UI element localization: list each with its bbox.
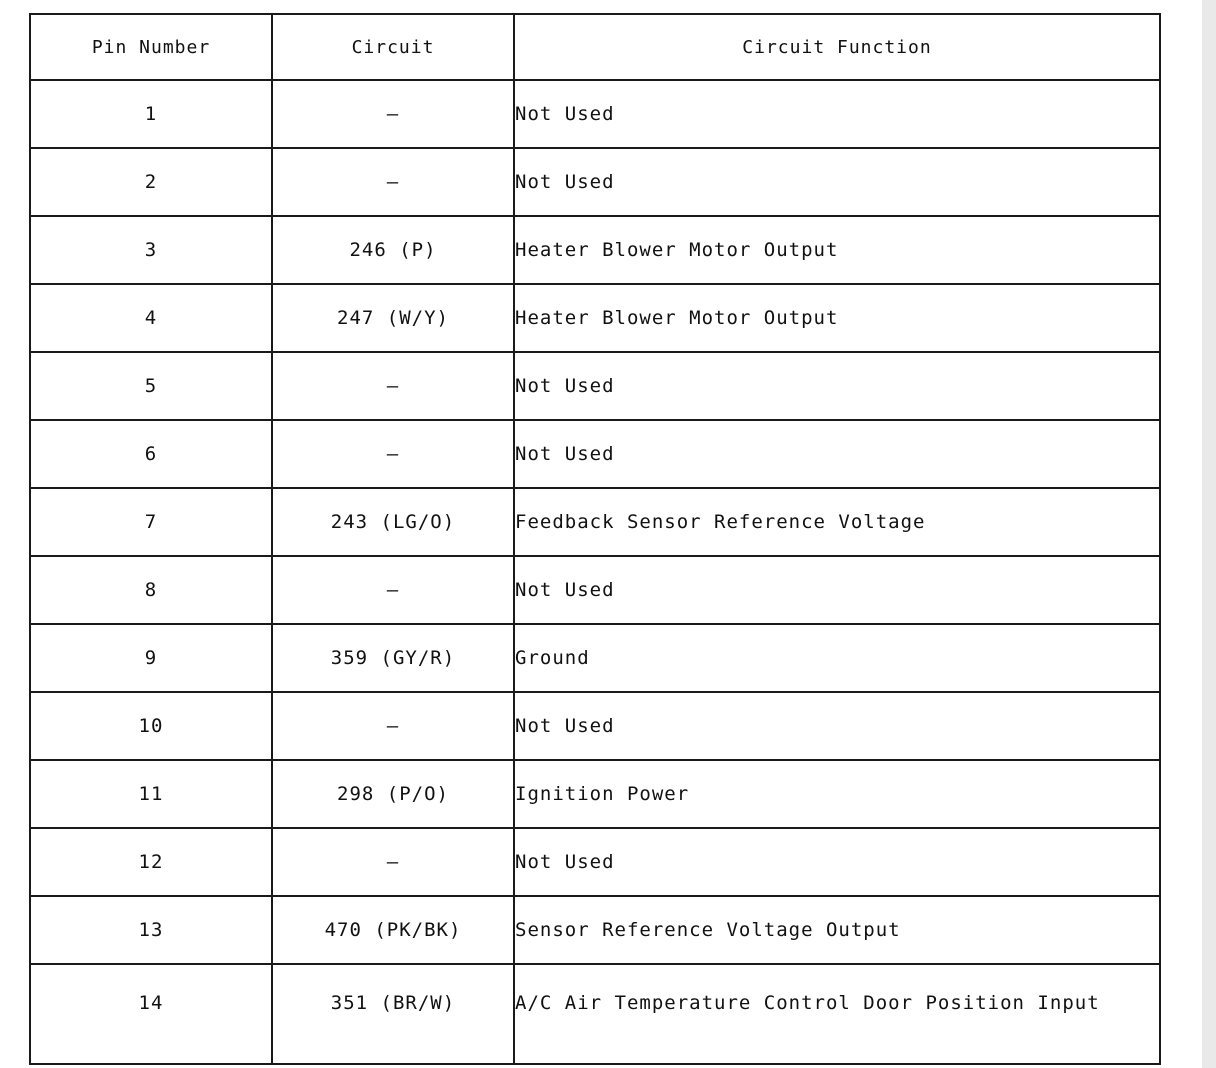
pin-number-cell: 2 bbox=[30, 148, 272, 216]
table-row bbox=[30, 556, 1160, 624]
circuit-cell: 246 (P) bbox=[272, 216, 514, 284]
circuit-function-cell: Not Used bbox=[514, 828, 1160, 896]
circuit-cell: – bbox=[272, 148, 514, 216]
pin-table bbox=[29, 13, 1161, 1065]
table-header-row bbox=[30, 14, 1160, 80]
circuit-function-cell: Ground bbox=[514, 624, 1160, 692]
table-row bbox=[30, 488, 1160, 556]
table-row bbox=[30, 760, 1160, 828]
circuit-function-cell: Not Used bbox=[514, 692, 1160, 760]
pin-number-cell: 3 bbox=[30, 216, 272, 284]
circuit-cell: – bbox=[272, 80, 514, 148]
table-row bbox=[30, 964, 1160, 1064]
pin-number-cell: 12 bbox=[30, 828, 272, 896]
circuit-function-cell: Not Used bbox=[514, 420, 1160, 488]
circuit-cell: – bbox=[272, 692, 514, 760]
circuit-function-cell: Not Used bbox=[514, 80, 1160, 148]
table-row bbox=[30, 692, 1160, 760]
pin-number-cell: 9 bbox=[30, 624, 272, 692]
circuit-function-cell: Not Used bbox=[514, 148, 1160, 216]
pin-number-cell: 4 bbox=[30, 284, 272, 352]
pin-number-cell: 5 bbox=[30, 352, 272, 420]
circuit-cell: – bbox=[272, 352, 514, 420]
circuit-function-cell: Feedback Sensor Reference Voltage bbox=[514, 488, 1160, 556]
table-row bbox=[30, 284, 1160, 352]
circuit-function-cell: Sensor Reference Voltage Output bbox=[514, 896, 1160, 964]
table-row bbox=[30, 80, 1160, 148]
header-pin-number: Pin Number bbox=[30, 14, 272, 80]
circuit-cell: 470 (PK/BK) bbox=[272, 896, 514, 964]
table-row bbox=[30, 352, 1160, 420]
pin-number-cell: 11 bbox=[30, 760, 272, 828]
pin-number-cell: 6 bbox=[30, 420, 272, 488]
pin-number-cell: 1 bbox=[30, 80, 272, 148]
circuit-function-cell: A/C Air Temperature Control Door Position Input bbox=[514, 964, 1160, 1064]
table-row bbox=[30, 216, 1160, 284]
circuit-function-cell: Heater Blower Motor Output bbox=[514, 216, 1160, 284]
header-circuit: Circuit bbox=[272, 14, 514, 80]
circuit-cell: – bbox=[272, 828, 514, 896]
circuit-cell: – bbox=[272, 420, 514, 488]
circuit-function-cell: Ignition Power bbox=[514, 760, 1160, 828]
table-row bbox=[30, 148, 1160, 216]
circuit-cell: 243 (LG/O) bbox=[272, 488, 514, 556]
pin-number-cell: 7 bbox=[30, 488, 272, 556]
table-row bbox=[30, 624, 1160, 692]
header-circuit-function: Circuit Function bbox=[514, 14, 1160, 80]
circuit-function-cell: Not Used bbox=[514, 556, 1160, 624]
table-row bbox=[30, 828, 1160, 896]
pin-number-cell: 8 bbox=[30, 556, 272, 624]
circuit-cell: 351 (BR/W) bbox=[272, 964, 514, 1064]
circuit-function-cell: Not Used bbox=[514, 352, 1160, 420]
scan-edge-margin bbox=[1202, 0, 1216, 1068]
circuit-cell: 298 (P/O) bbox=[272, 760, 514, 828]
pin-number-cell: 14 bbox=[30, 964, 272, 1064]
circuit-function-cell: Heater Blower Motor Output bbox=[514, 284, 1160, 352]
table-row bbox=[30, 420, 1160, 488]
circuit-cell: 247 (W/Y) bbox=[272, 284, 514, 352]
circuit-cell: 359 (GY/R) bbox=[272, 624, 514, 692]
pin-number-cell: 13 bbox=[30, 896, 272, 964]
circuit-cell: – bbox=[272, 556, 514, 624]
table-row bbox=[30, 896, 1160, 964]
pin-number-cell: 10 bbox=[30, 692, 272, 760]
